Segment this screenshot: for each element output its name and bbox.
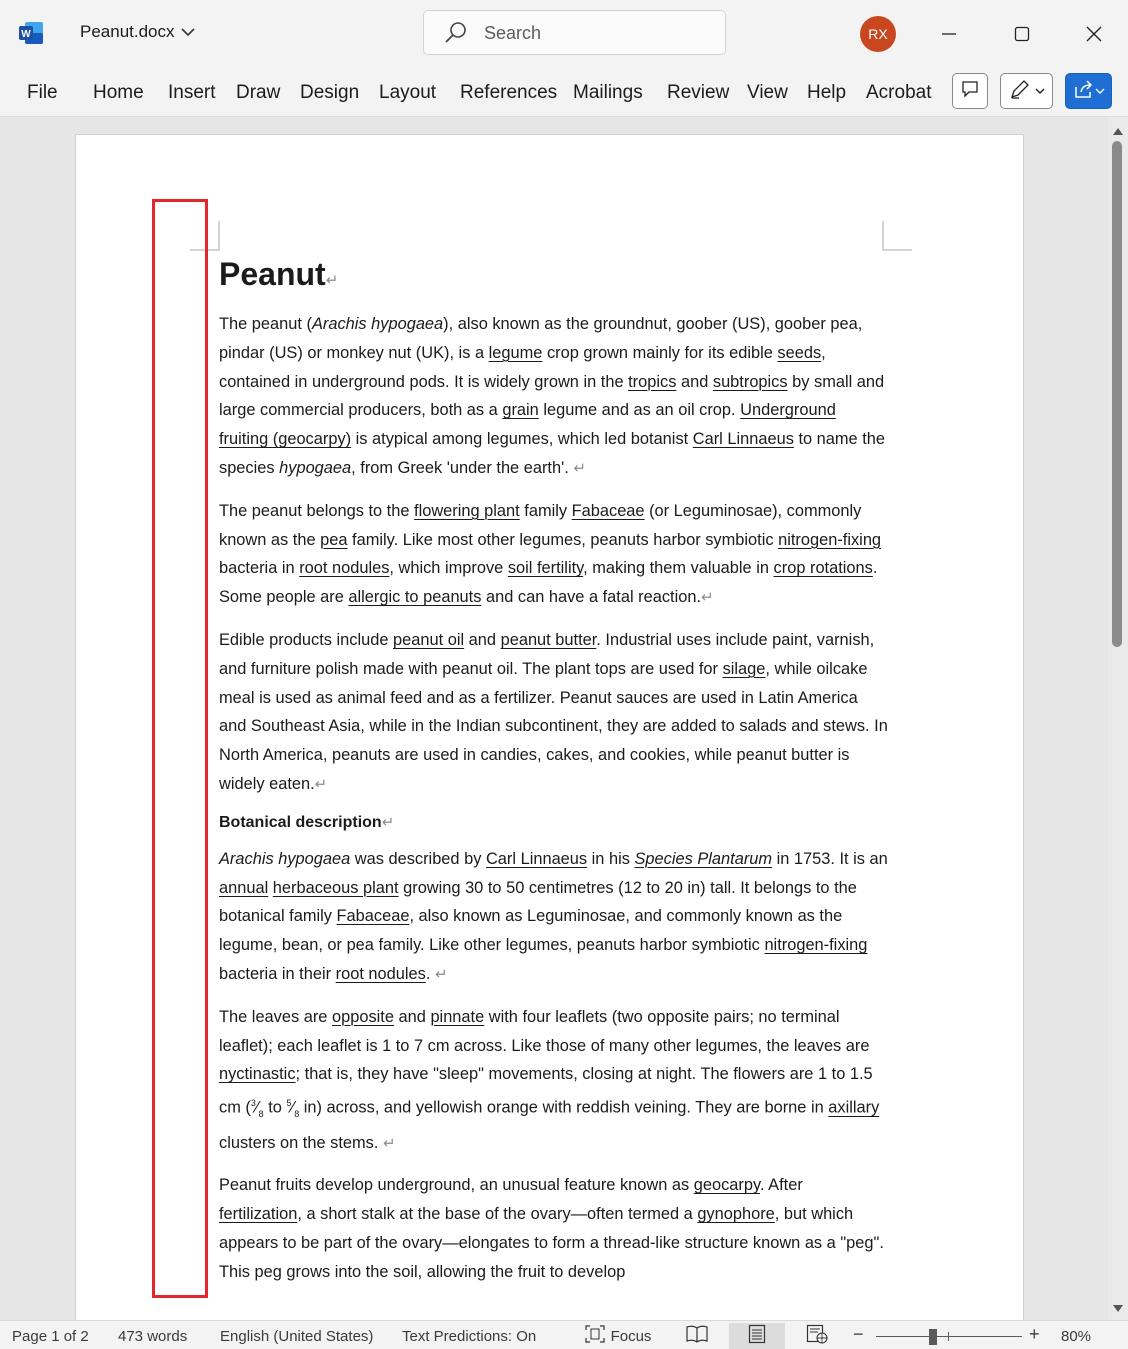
text-run: Arachis hypogaea [219,849,351,868]
tab-review[interactable]: Review [667,82,730,103]
text-run: legume and as an oil crop. [538,401,741,420]
text-run: bacteria in [219,559,300,578]
hyperlink[interactable]: axillary [828,1098,880,1117]
text-run: to name the species [219,430,886,477]
language-status[interactable]: English (United States) [220,1328,374,1345]
text-run: family [519,501,572,520]
zoom-100-marker [948,1332,949,1341]
focus-label: Focus [610,1327,652,1345]
paragraph [219,310,889,484]
text-run: . Some people are [219,559,878,607]
pencil-icon [1009,78,1035,105]
share-icon [1073,79,1095,104]
hyperlink[interactable]: fertilization [219,1205,298,1224]
hyperlink[interactable]: annual [219,878,269,897]
text-run: , making them valuable in [583,559,774,578]
hyperlink[interactable]: nitrogen-fixing [778,530,882,549]
highlight-box [152,199,208,1298]
hyperlink[interactable]: grain [502,401,539,420]
text-run: , a short stalk at the base of the ovary—often termed a [297,1205,698,1224]
zoom-in-icon[interactable]: + [1029,1324,1040,1344]
hyperlink[interactable]: soil fertility [507,559,584,578]
hyperlink[interactable]: herbaceous plant [272,878,399,897]
scroll-down-icon[interactable] [1112,1301,1124,1319]
hyperlink[interactable]: peanut butter [500,630,597,649]
text-run: in) across, and yellowish orange with reddish veining. They are borne in [299,1098,829,1117]
hyperlink[interactable]: Fabaceae [571,501,645,520]
ribbon-tabs [0,66,1128,117]
hyperlink[interactable]: subtropics [712,372,788,391]
share-button[interactable] [1065,73,1112,109]
hyperlink[interactable]: nitrogen-fixing [764,936,868,955]
hyperlink[interactable]: seeds [777,343,822,362]
text-run: The leaves are [219,1007,332,1026]
web-layout-icon [806,1324,828,1348]
text-run: 5 [286,1098,292,1109]
hyperlink[interactable]: Carl Linnaeus [692,430,794,449]
svg-text:W: W [21,29,31,40]
comment-icon [961,80,979,103]
zoom-level[interactable]: 80% [1061,1328,1092,1345]
text-run: The peanut ( [219,315,312,333]
search-placeholder: Search [484,23,542,43]
hyperlink[interactable]: nyctinastic [219,1065,296,1084]
hyperlink[interactable]: root nodules [299,559,390,578]
paragraph-mark: ↵ [381,813,395,831]
hyperlink[interactable]: Fabaceae [336,907,410,926]
document-body[interactable] [219,254,889,1300]
text-run: and [393,1007,431,1026]
scroll-up-icon[interactable] [1112,123,1124,141]
document-title: Peanut.docx [80,22,175,41]
focus-button[interactable] [583,1323,653,1349]
text-run: Peanut fruits develop underground, an unusual feature known as [219,1176,694,1195]
focus-icon [585,1325,605,1347]
tab-design[interactable]: Design [300,82,360,103]
text-run: ⁄ [291,1098,295,1117]
text-run: with four leaflets (two opposite pairs; no terminal leaflet); each leaflet is 1 to 7 cm across. Like those of many other legumes, the leaves are [219,1007,870,1055]
paragraph-mark: ↵ [314,775,328,793]
tab-home[interactable]: Home [93,82,144,103]
paragraph-mark: ↵ [382,1134,396,1152]
minimize-button[interactable] [933,18,965,50]
hyperlink[interactable]: geocarpy [693,1176,760,1195]
hyperlink[interactable]: allergic to peanuts [348,588,482,607]
book-icon [686,1325,708,1347]
hyperlink[interactable]: tropics [628,372,677,391]
text-run: family. Like most other legumes, peanuts harbor symbiotic [347,530,779,549]
editing-mode-button[interactable] [1000,73,1053,109]
paragraph-mark: ↵ [434,965,448,983]
text-run: and [464,630,501,649]
read-mode-button[interactable] [680,1323,714,1349]
text-run: ; that is, they have "sleep" movements, closing at night. The flowers are 1 to 1.5 cm ( [219,1065,873,1117]
print-layout-button[interactable] [729,1323,785,1349]
document-heading: Peanut↵ [219,256,339,292]
tab-view[interactable]: View [747,82,788,103]
text-run: Arachis hypogaea [311,315,444,333]
text-run: bacteria in their [219,964,336,983]
paragraph [219,845,889,990]
page-count[interactable]: Page 1 of 2 [12,1328,89,1345]
text-run: and [676,372,713,391]
hyperlink[interactable]: flowering plant [414,501,520,520]
text-run: , from Greek 'under the earth'. [351,458,574,477]
tab-insert[interactable]: Insert [168,82,216,103]
print-layout-icon [748,1324,766,1348]
text-run: . Industrial uses include paint, varnish, and furniture polish made with peanut oil. The plant tops are used for [219,630,875,678]
text-run: (or Leguminosae), commonly known as the [219,501,862,549]
tab-mailings[interactable]: Mailings [573,82,643,103]
hyperlink[interactable]: Carl Linnaeus [485,849,588,868]
paragraph-mark: ↵ [573,459,586,477]
zoom-slider[interactable] [876,1336,1022,1337]
hyperlink[interactable]: silage [722,659,766,678]
text-run: crop grown mainly for its edible [542,343,778,362]
close-button[interactable] [1078,18,1110,50]
text-run: ⁄ [255,1098,259,1117]
text-run: , which improve [389,559,508,578]
tab-references[interactable]: References [460,82,558,103]
paragraph-mark: ↵ [701,589,714,607]
hyperlink[interactable]: Underground fruiting (geocarpy) [219,401,836,449]
document-title-dropdown[interactable] [80,22,195,42]
text-run: , but which appears to be part of the ovary—elongates to form a thread-like structure known as a "peg". This peg grows into the soil, allowing the fruit to develop [219,1205,884,1281]
web-layout-button[interactable] [800,1323,834,1349]
paragraph [219,626,889,800]
comments-button[interactable] [952,73,988,109]
text-run: 3 [250,1098,256,1109]
text-run: Edible products include [219,630,394,649]
tab-file[interactable]: File [27,82,58,103]
text-run: 8 [294,1108,300,1119]
paragraph [219,497,889,613]
paragraph-mark: ↵ [325,272,339,289]
text-run: in 1753. It is an [772,849,888,868]
search-icon [444,21,468,50]
scrollbar-thumb[interactable] [1112,141,1122,647]
text-run: is atypical among legumes, which led botanist [351,430,693,449]
title-bar [0,0,1128,66]
word-app-icon [19,22,43,44]
word-count[interactable]: 473 words [118,1328,188,1345]
hyperlink[interactable]: Species Plantarum [634,849,773,868]
search-input[interactable] [423,10,726,55]
text-predictions[interactable]: Text Predictions: On [402,1328,537,1345]
text-run: in his [587,849,635,868]
hyperlink[interactable]: legume [488,343,543,362]
maximize-button[interactable] [1006,18,1038,50]
zoom-slider-thumb[interactable] [929,1329,937,1345]
hyperlink[interactable]: peanut oil [393,630,465,649]
zoom-out-icon[interactable]: − [853,1324,864,1344]
text-run: , also known as Leguminosae, and commonly known as the legume, bean, or pea family. Like other legumes, peanuts harbor symbiotic [219,907,843,955]
paragraph [219,1171,889,1286]
text-run: and can have a fatal reaction. [481,588,702,607]
hyperlink[interactable]: pinnate [430,1007,485,1026]
text-run: The peanut belongs to the [219,501,415,520]
hyperlink[interactable]: pea [320,530,348,549]
chevron-down-icon [1035,82,1045,100]
text-run: to [263,1098,287,1117]
text-run: clusters on the stems. [219,1133,383,1152]
avatar[interactable]: RX [860,16,896,52]
hyperlink[interactable]: opposite [331,1007,394,1026]
hyperlink[interactable]: root nodules [335,964,426,983]
text-run: , while oilcake meal is used as animal feed and as a fertilizer. Peanut sauces are used in Latin America and Southeast Asia, while in the Indian subcontinent, they are added to salads and stews. In North America, peanuts are used in candies, cakes, and cookies, while peanut butter is widely eaten. [219,659,888,793]
tab-acrobat[interactable]: Acrobat [866,82,932,103]
text-run: 8 [258,1108,264,1119]
hyperlink[interactable]: crop rotations [773,559,873,578]
text-run: . After [759,1176,803,1195]
crop-mark-top-right [882,221,914,253]
text-run: , contained in underground pods. It is widely grown in the [219,343,826,391]
text-run: was described by [350,849,486,868]
hyperlink[interactable]: gynophore [697,1205,775,1224]
tab-draw[interactable]: Draw [236,82,281,103]
text-run: growing 30 to 50 centimetres (12 to 20 in) tall. It belongs to the botanical family [219,878,857,926]
tab-help[interactable]: Help [807,82,847,103]
vertical-scrollbar[interactable] [1108,117,1128,1320]
chevron-down-icon [181,22,195,42]
chevron-down-icon [1095,82,1105,100]
status-bar [0,1320,1128,1349]
text-run: hypogaea [279,458,352,477]
paragraph [219,1003,889,1159]
section-heading: Botanical description↵ [219,813,395,831]
text-run: by small and large commercial producers, both as a [219,372,885,420]
text-run: ), also known as the groundnut, goober (US), goober pea, pindar (US) or monkey nut (UK), is a [219,315,863,362]
tab-layout[interactable]: Layout [379,82,437,103]
text-run: . [425,964,435,983]
